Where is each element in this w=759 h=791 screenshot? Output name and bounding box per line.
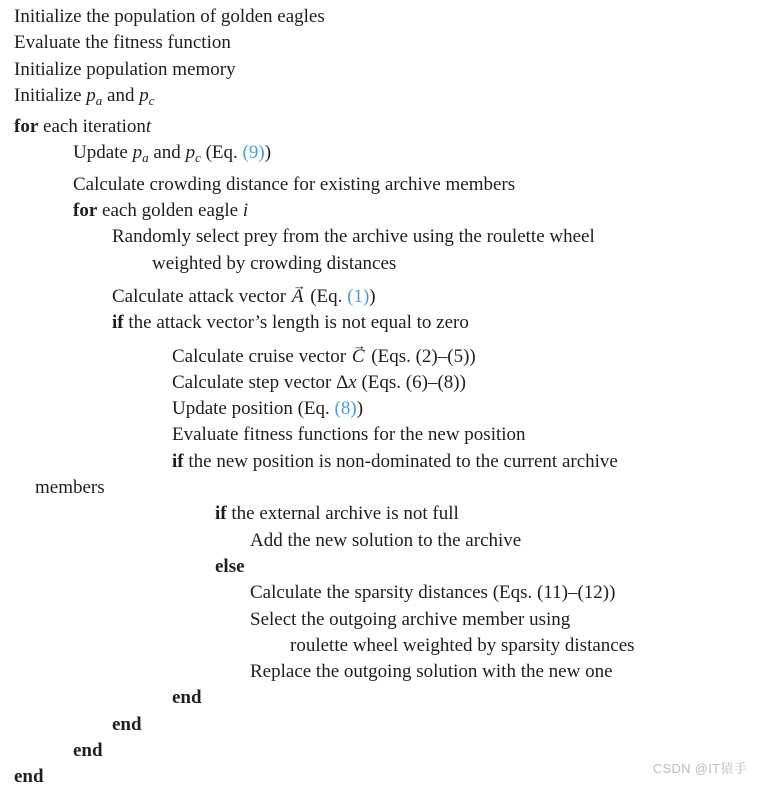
- pseudocode-line: [73, 140, 759, 171]
- pseudocode-line: [250, 528, 759, 554]
- text-segment: a: [142, 150, 149, 166]
- text-segment: Update: [73, 142, 133, 164]
- text-segment: Calculate step vector Δ: [172, 371, 349, 393]
- pseudocode-line: [172, 337, 759, 370]
- text-segment: p: [139, 84, 149, 106]
- text-segment: and: [148, 142, 186, 164]
- text-segment: Replace the outgoing solution with the new one: [250, 661, 613, 683]
- pseudocode-line: [14, 764, 759, 790]
- pseudocode-line: [112, 310, 759, 336]
- pseudocode-line: [172, 422, 759, 448]
- text-segment: Calculate the sparsity distances (Eqs. (11)–(12)): [250, 582, 616, 604]
- text-segment: each iteration: [38, 116, 146, 138]
- pseudocode-line: [215, 501, 759, 527]
- text-segment: for: [73, 200, 98, 222]
- pseudocode-line: [14, 4, 759, 30]
- pseudocode-line: [250, 580, 759, 606]
- text-segment: a: [95, 92, 103, 108]
- pseudocode-line: [290, 633, 759, 659]
- text-segment: for: [14, 116, 39, 138]
- text-segment: the external archive is not full: [226, 503, 459, 525]
- pseudocode-line: [112, 277, 759, 310]
- pseudocode-line: [112, 712, 759, 738]
- text-segment: weighted by crowding distances: [152, 252, 397, 274]
- text-segment: Select the outgoing archive member using: [250, 608, 571, 630]
- text-segment: Calculate attack vector: [112, 285, 291, 307]
- pseudocode-line: [14, 114, 759, 140]
- text-segment: if: [215, 503, 227, 525]
- text-segment: roulette wheel weighted by sparsity distances: [290, 634, 635, 656]
- text-segment: members: [35, 477, 105, 499]
- text-segment: end: [112, 713, 142, 735]
- equation-link[interactable]: (1): [347, 285, 370, 307]
- text-segment: the new position is non-dominated to the current archive: [183, 450, 618, 472]
- text-segment: (Eqs. (6)–(8)): [356, 371, 466, 393]
- pseudocode-line: [73, 198, 759, 224]
- text-segment: end: [172, 687, 202, 709]
- equation-link[interactable]: (9): [242, 142, 265, 164]
- text-segment: Evaluate fitness functions for the new position: [172, 424, 526, 446]
- text-segment: Calculate cruise vector: [172, 345, 351, 367]
- text-segment: p: [132, 142, 143, 164]
- text-segment: (Eq.: [200, 142, 243, 164]
- text-segment: if: [112, 312, 124, 334]
- pseudocode-line: [112, 224, 759, 250]
- pseudocode-line: [152, 251, 759, 277]
- text-segment: ): [369, 285, 376, 307]
- pseudocode-line: [250, 659, 759, 685]
- text-segment: Initialize population memory: [14, 58, 236, 80]
- pseudocode-line: [14, 57, 759, 83]
- equation-link[interactable]: (8): [334, 398, 357, 420]
- text-segment: each golden eagle: [97, 200, 243, 222]
- text-segment: Initialize: [14, 84, 87, 106]
- watermark: CSDN @IT猿手: [652, 761, 747, 776]
- text-segment: Initialize the population of golden eagles: [14, 6, 325, 27]
- text-segment: x: [348, 371, 357, 393]
- pseudocode-line: [215, 554, 759, 580]
- vector-symbol-overarrow: C →: [351, 344, 367, 370]
- pseudocode-line: [172, 370, 759, 396]
- text-segment: ): [356, 398, 364, 420]
- text-segment: c: [148, 92, 155, 108]
- text-segment: p: [185, 142, 196, 164]
- vector-symbol-overarrow: A →: [291, 284, 306, 310]
- text-segment: Add the new solution to the archive: [250, 529, 522, 551]
- pseudocode-line: [172, 685, 759, 711]
- text-segment: (Eq.: [305, 285, 348, 307]
- text-segment: end: [14, 766, 44, 788]
- pseudocode-line: [14, 30, 759, 56]
- text-segment: and: [102, 84, 140, 106]
- text-segment: Update position (Eq.: [172, 398, 335, 420]
- text-segment: end: [73, 740, 103, 762]
- pseudocode-line: [73, 172, 759, 198]
- text-segment: if: [172, 450, 184, 472]
- text-segment: the attack vector’s length is not equal to zero: [123, 312, 469, 334]
- text-segment: p: [86, 84, 96, 106]
- text-segment: Calculate crowding distance for existing archive members: [73, 173, 516, 195]
- pseudocode-line: [250, 607, 759, 633]
- text-segment: Evaluate the fitness function: [14, 32, 231, 54]
- text-segment: c: [195, 150, 201, 166]
- text-segment: Randomly select prey from the archive using the roulette wheel: [112, 226, 595, 248]
- pseudocode-line: [35, 475, 759, 501]
- text-segment: i: [242, 200, 249, 222]
- text-segment: ): [264, 142, 272, 164]
- pseudocode-line: [14, 83, 759, 114]
- pseudocode-line: [172, 449, 759, 475]
- text-segment: t: [145, 116, 152, 138]
- pseudocode-line: [172, 396, 759, 422]
- text-segment: (Eqs. (2)–(5)): [366, 345, 476, 367]
- text-segment: else: [215, 555, 245, 577]
